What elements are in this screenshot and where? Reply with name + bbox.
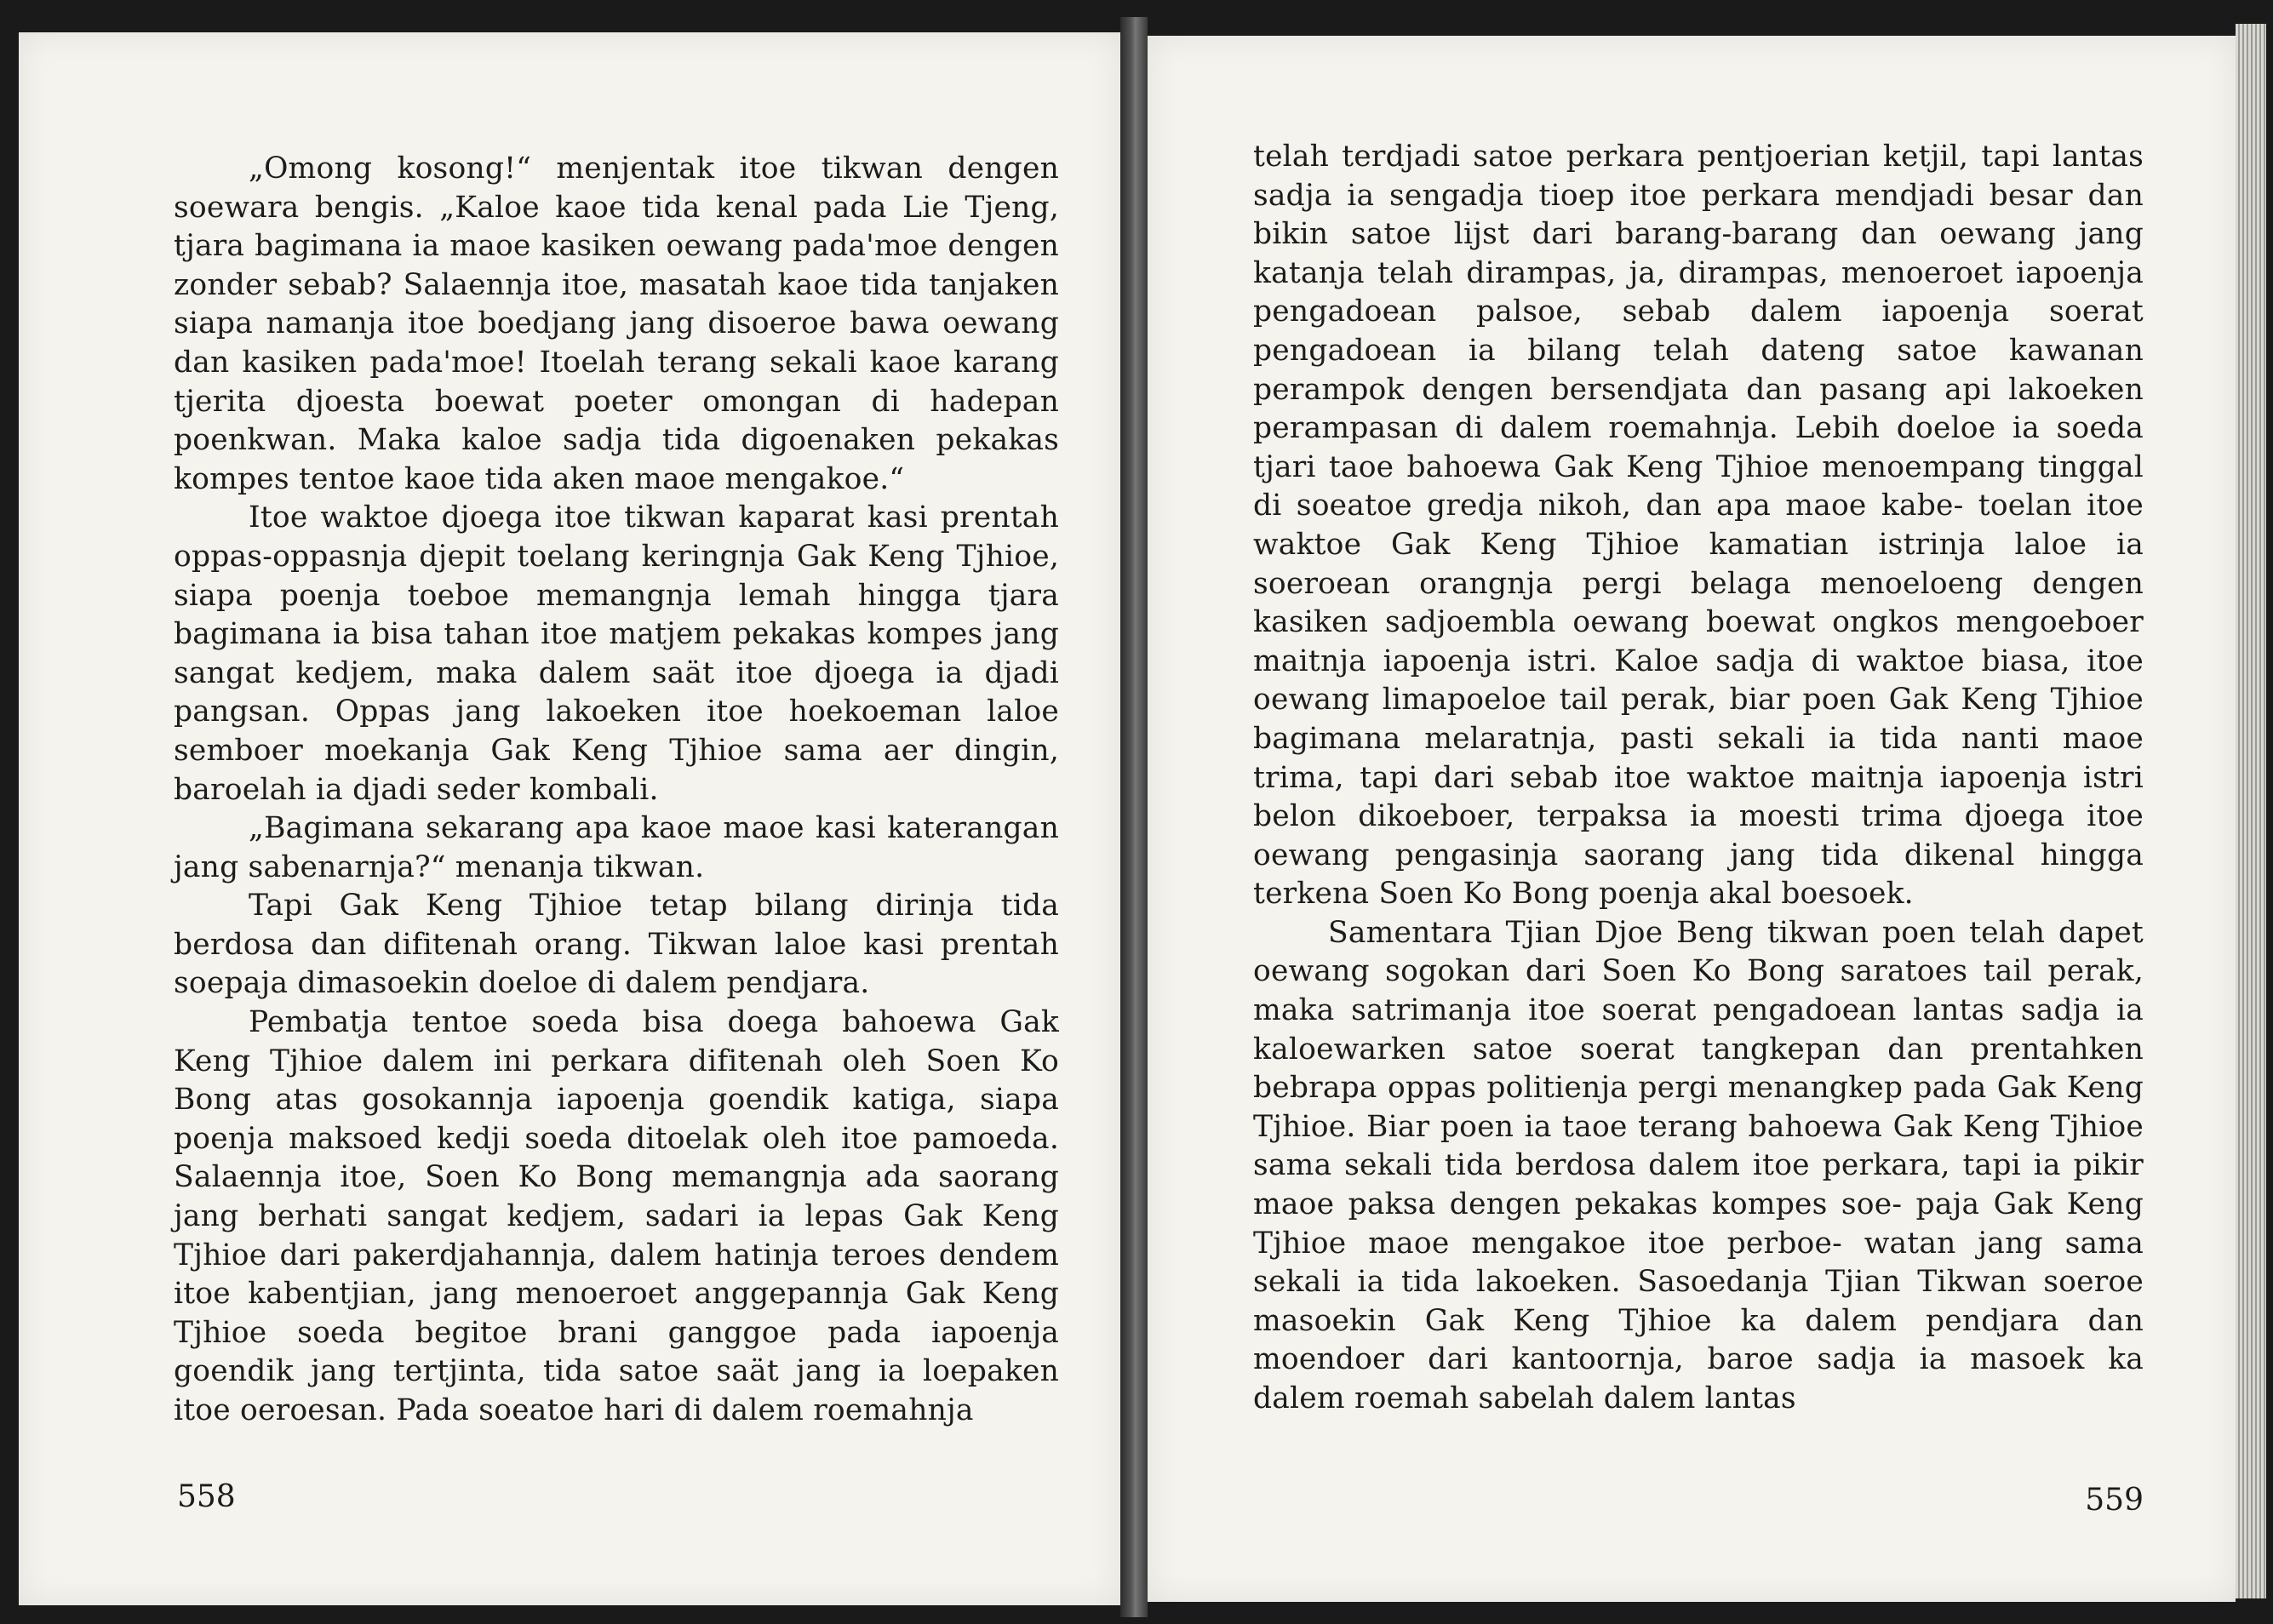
left-page-text [174, 150, 1059, 1431]
paragraph: Pembatja tentoe soeda bisa doega bahoewa Gak Keng Tjhioe dalem ini perkara difitenah oleh Soen Ko Bong atas gosokannja iapoenja goendik katiga, siapa poenja maksoed kedji soeda ditoelak oleh itoe pamoeda. Salaennja itoe, Soen Ko Bong memangnja ada saorang jang berhati sangat kedjem, sadari ia lepas Gak Keng Tjhioe dari pakerdjahannja, dalem hatinja teroes dendem itoe kabentjian, jang menoeroet anggepannja Gak Keng Tjhioe soeda begitoe brani ganggoe pada iapoenja goendik jang tertjinta, tida satoe saät jang ia loepaken itoe oeroesan. Pada soeatoe hari di dalem roemahnja [174, 1005, 1059, 1427]
book-gutter [1120, 17, 1148, 1617]
paragraph: Itoe waktoe djoega itoe tikwan kaparat kasi prentah oppas-oppasnja djepit toelang keringnja Gak Keng Tjhioe, siapa poenja toeboe memangnja lemah hingga tjara bagimana ia bisa tahan itoe matjem pekakas kompes jang sangat kedjem, maka dalem saät itoe djoega ia djadi pangsan. Oppas jang lakoeken itoe hoekoeman laloe semboer moekanja Gak Keng Tjhioe sama aer dingin, baroelah ia djadi seder kombali. [174, 500, 1059, 807]
page-number: 559 [2085, 1483, 2144, 1518]
page-number: 558 [177, 1479, 236, 1514]
paragraph: Tapi Gak Keng Tjhioe tetap bilang dirinja tida berdosa dan difitenah orang. Tikwan laloe kasi prentah soepaja dimasoekin doeloe di dalem pendjara. [174, 889, 1059, 1001]
paragraph: telah terdjadi satoe perkara pentjoerian ketjil, tapi lantas sadja ia sengadja tioep itoe perkara mendjadi besar dan bikin satoe lijst dari barang-barang dan oewang jang katanja telah dirampas, ja, dirampas, menoeroet iapoenja pengadoean palsoe, sebab dalem iapoenja soerat pengadoean ia bilang telah dateng satoe kawanan perampok dengen bersendjata dan pasang api lakoeken perampasan di dalem roemahnja. Lebih doeloe ia soeda tjari taoe bahoewa Gak Keng Tjhioe menoempang tinggal di soeatoe gredja nikoh, dan apa maoe kabe- toelan itoe waktoe Gak Keng Tjhioe kamatian istrinja laloe ia soeroean orangnja pergi belaga menoeloeng dengen kasiken sadjoembla oewang boewat ongkos mengoeboer maitnja iapoenja istri. Kaloe sadja di waktoe biasa, itoe oewang limapoeloe tail perak, biar poen Gak Keng Tjhioe bagimana melaratnja, pasti sekali ia tida nanti maoe trima, tapi dari sebab itoe waktoe maitnja iapoenja istri belon dikoeboer, terpaksa ia moesti trima djoega itoe oewang pengasinja saorang jang tida dikenal hingga terkena Soen Ko Bong poenja akal boesoek. [1253, 140, 2144, 912]
right-page-text [1253, 138, 2144, 1419]
left-page [19, 32, 1120, 1605]
page-edges [2236, 24, 2266, 1598]
paragraph: „Bagimana sekarang apa kaoe maoe kasi katerangan jang sabenarnja?“ menanja tikwan. [174, 811, 1059, 884]
right-page [1148, 36, 2236, 1602]
paragraph: „Omong kosong!“ menjentak itoe tikwan dengen soewara bengis. „Kaloe kaoe tida kenal pada Lie Tjeng, tjara bagimana ia maoe kasiken oewang pada'moe dengen zonder sebab? Salaennja itoe, masatah kaoe tida tanjaken siapa namanja itoe boedjang jang disoeroe bawa oewang dan kasiken pada'moe! Itoelah terang sekali kaoe karang tjerita djoesta boewat poeter omongan di hadepan poenkwan. Maka kaloe sadja tida digoenaken pekakas kompes tentoe kaoe tida aken maoe mengakoe.“ [174, 152, 1059, 496]
paragraph: Samentara Tjian Djoe Beng tikwan poen telah dapet oewang sogokan dari Soen Ko Bong saratoes tail perak, maka satrimanja itoe soerat pengadoean lantas sadja ia kaloewarken satoe soerat tangkepan dan prentahken bebrapa oppas politienja pergi menangkep pada Gak Keng Tjhioe. Biar poen ia taoe terang bahoewa Gak Keng Tjhioe sama sekali tida berdosa dalem itoe perkara, tapi ia pikir maoe paksa dengen pekakas kompes soe- paja Gak Keng Tjhioe maoe mengakoe itoe perboe- watan jang sama sekali ia tida lakoeken. Sasoedanja Tjian Tikwan soeroe masoekin Gak Keng Tjhioe ka dalem pendjara dan moendoer dari kantoornja, baroe sadja ia masoek ka dalem roemah sabelah dalem lantas [1253, 915, 2144, 1415]
